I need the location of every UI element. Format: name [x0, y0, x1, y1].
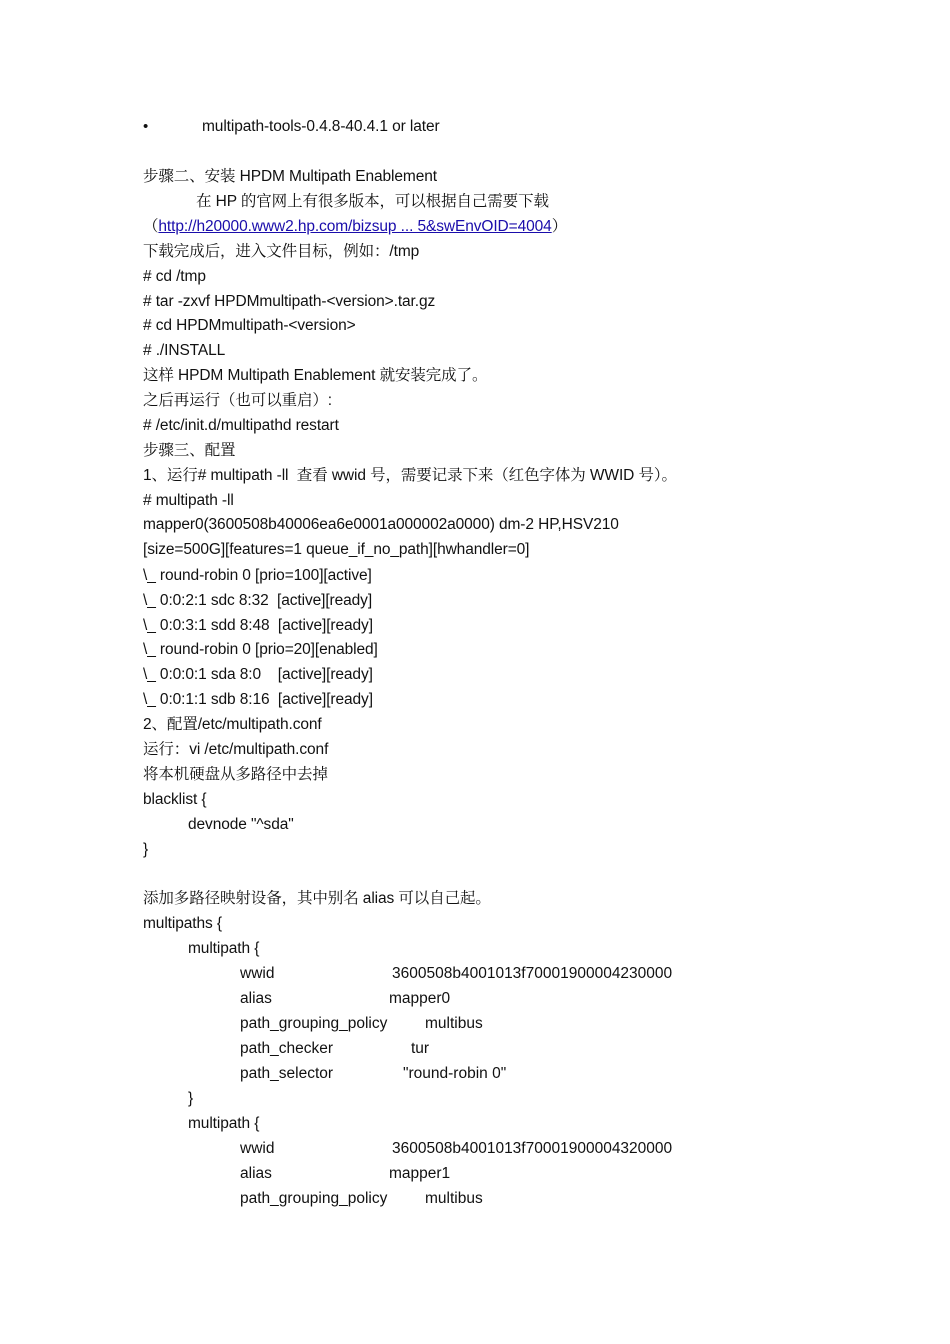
mp2-pgp-key: path_grouping_policy — [240, 1190, 388, 1207]
blacklist-close: } — [143, 841, 149, 858]
output-line: \_ 0:0:1:1 sdb 8:16 [active][ready] — [143, 691, 373, 708]
mp1-selector-value: "round-robin 0" — [403, 1065, 507, 1082]
mp1-checker-key: path_checker — [240, 1040, 334, 1057]
mp1-wwid-key: wwid — [240, 965, 275, 982]
blacklist-open: blacklist { — [143, 791, 207, 808]
step2-intro: 在 HP 的官网上有很多版本，可以根据自己需要下载 — [196, 193, 549, 210]
mp2-alias-key: alias — [240, 1165, 272, 1182]
multipath-close: } — [188, 1090, 194, 1107]
output-line: \_ 0:0:3:1 sdd 8:48 [active][ready] — [143, 617, 373, 634]
bullet-item: multipath-tools-0.4.8-40.4.1 or later — [202, 118, 440, 135]
multipath-open: multipath { — [188, 940, 260, 957]
mp1-alias-value: mapper0 — [389, 990, 451, 1007]
mp1-alias-key: alias — [240, 990, 272, 1007]
step3-heading: 步骤三、配置 — [143, 442, 236, 459]
step3-item2: 2、配置/etc/multipath.conf — [143, 716, 322, 733]
download-link-line — [143, 217, 567, 237]
cmd-line: # ./INSTALL — [143, 342, 226, 359]
output-line: \_ round-robin 0 [prio=100][active] — [143, 567, 372, 584]
paren-open: （ — [143, 218, 159, 235]
run-vi-text: 运行：vi /etc/multipath.conf — [143, 741, 329, 758]
output-line: [size=500G][features=1 queue_if_no_path][hwhandler=0] — [143, 541, 530, 558]
after-download-text: 下载完成后，进入文件目标，例如：/tmp — [143, 243, 420, 260]
download-link[interactable]: http://h20000.www2.hp.com/bizsup ... 5&swEnvOID=4004 — [158, 218, 552, 235]
cmd-line: # cd /tmp — [143, 268, 206, 285]
output-line: mapper0(3600508b40006ea6e0001a000002a0000) dm-2 HP,HSV210 — [143, 516, 619, 533]
mp2-wwid-key: wwid — [240, 1140, 275, 1157]
step3-item1: 1、运行# multipath -ll 查看 wwid 号，需要记录下来（红色字体为 WWID 号）。 — [143, 467, 677, 484]
add-mapping-text: 添加多路径映射设备，其中别名 alias 可以自己起。 — [143, 890, 491, 907]
bullet-marker: • — [143, 118, 149, 135]
mp2-alias-value: mapper1 — [389, 1165, 451, 1182]
mp2-pgp-value: multibus — [425, 1190, 483, 1207]
mp1-checker-value: tur — [411, 1040, 430, 1057]
output-line: \_ 0:0:2:1 sdc 8:32 [active][ready] — [143, 592, 373, 609]
paren-close: ） — [551, 218, 568, 235]
mp1-pgp-value: multibus — [425, 1015, 483, 1032]
output-line: # multipath -ll — [143, 492, 234, 509]
mp1-wwid-value: 3600508b4001013f70001900004230000 — [392, 965, 673, 982]
install-done-text: 这样 HPDM Multipath Enablement 就安装完成了。 — [143, 367, 488, 384]
mp1-pgp-key: path_grouping_policy — [240, 1015, 388, 1032]
mp1-selector-key: path_selector — [240, 1065, 334, 1082]
output-line: \_ round-robin 0 [prio=20][enabled] — [143, 641, 378, 658]
cmd-line: # tar -zxvf HPDMmultipath-<version>.tar.gz — [143, 293, 436, 310]
cmd-line: # cd HPDMmultipath-<version> — [143, 317, 356, 334]
step2-heading: 步骤二、安装 HPDM Multipath Enablement — [143, 168, 437, 185]
restart-note: 之后再运行（也可以重启）: — [143, 392, 333, 409]
restart-cmd: # /etc/init.d/multipathd restart — [143, 417, 339, 434]
output-line: \_ 0:0:0:1 sda 8:0 [active][ready] — [143, 666, 373, 683]
mp2-wwid-value: 3600508b4001013f70001900004320000 — [392, 1140, 673, 1157]
multipath-open: multipath { — [188, 1115, 260, 1132]
blacklist-devnode: devnode "^sda" — [188, 816, 294, 833]
multipaths-open: multipaths { — [143, 915, 222, 932]
remove-local-text: 将本机硬盘从多路径中去掉 — [143, 766, 328, 783]
